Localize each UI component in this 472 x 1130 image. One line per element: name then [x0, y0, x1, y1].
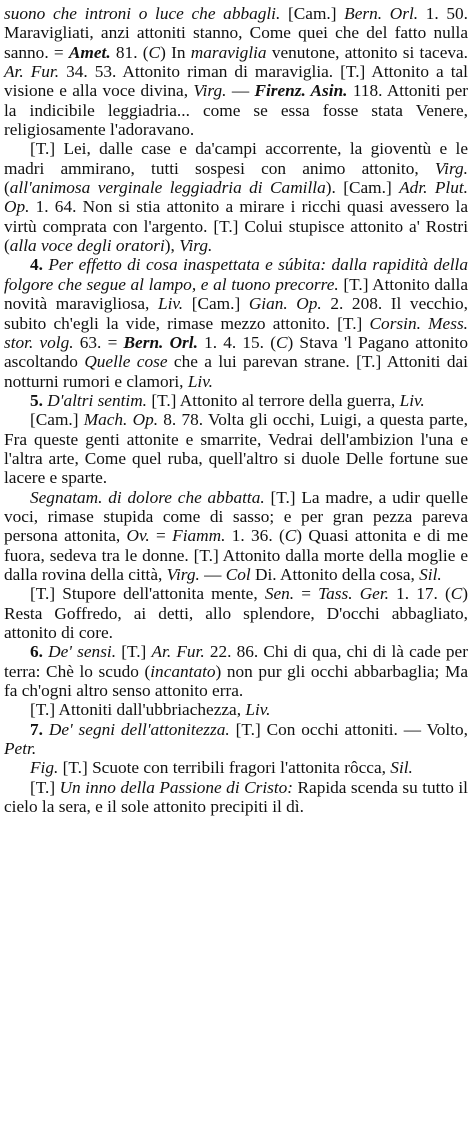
text-run: Virg. [179, 236, 213, 256]
text-run: [T.] Attoniti dall'ubbriachezza, [30, 700, 246, 720]
text-run: Sil. [390, 758, 413, 778]
text-run: Ov. [126, 526, 150, 546]
text-run: [Cam.] [30, 410, 84, 430]
text-run: C [450, 584, 463, 604]
text-run: 7. [30, 719, 43, 739]
text-run: [Cam.] [183, 294, 249, 314]
text-run: [Cam.] [280, 4, 345, 23]
text-run: [T.] [30, 777, 60, 797]
text-run: 1. 64. Non si stia attonito a mirare i ricchi quasi avessero la virtù comprata con l'argento. [T.] Colui stupisce attonito a' Rostri ( [4, 197, 468, 256]
text-run: Quelle cose [84, 352, 168, 372]
text-run: [T.] Lei, dalle case e da'campi accorrente, la gioventù e le madri ammirano, tutti sospesi con animo attonito, [4, 139, 468, 178]
entry-paragraph-sense-7 [4, 720, 468, 759]
text-run: 63. = [73, 332, 124, 352]
text-run: [T.] Stupore dell'attonita mente, [30, 584, 265, 604]
text-run: Sil. [419, 564, 442, 584]
text-run: Amet. [68, 42, 111, 62]
text-run: 81. ( [110, 42, 149, 62]
text-run: 34. 53. Attonito riman di maraviglia. [T.] Attonito a tal visione e alla voce divina, [4, 62, 468, 101]
text-run: ) In [160, 42, 191, 62]
text-run: che a lui parevan strane. [T.] Attoniti dai notturni rumori e clamori, [4, 352, 468, 391]
text-run: 22. 86. Chi di qua, chi di là cade per terra: Chè lo scudo ( [4, 642, 468, 681]
text-run: Liv. [245, 700, 271, 720]
text-run: C [275, 332, 288, 352]
text-run: Liv. [399, 390, 425, 410]
text-run: 4. [30, 255, 43, 275]
entry-paragraph-sense-6 [4, 642, 468, 700]
text-run: Tass. Ger. [318, 584, 389, 604]
text-run: incantato [150, 661, 216, 681]
entry-paragraph-ubbriachezza [4, 700, 468, 719]
text-run: Bern. Orl. [344, 4, 419, 23]
text-run: Fiamm. [172, 526, 226, 546]
text-run: [T.] Con occhi attoniti. — Volto, [229, 719, 468, 739]
text-run: Adr. Plut. Op. [4, 178, 468, 217]
text-run: Petr. [4, 739, 37, 759]
text-run: = [294, 584, 319, 604]
text-run: [T.] Scuote con terribili fragori l'attonita rôcca, [58, 758, 391, 778]
text-run: Liv. [187, 371, 213, 391]
text-run: C [284, 526, 297, 546]
text-run: [T.] [116, 642, 152, 662]
text-run: 5. [30, 390, 43, 410]
text-run: 8. 78. Volta gli occhi, Luigi, a questa parte, Fra queste genti attonite e smarrite, Vedrai dell'ambizion l'una e l'altra arte, Come quel ruba, quell'altro si duole Delle fortune sue lacere e sparte. [4, 410, 468, 488]
text-run: Fig. [30, 758, 59, 778]
text-run: — [226, 81, 255, 101]
text-run: Rapida scenda su tutto il cielo la sera, e il sole attonito precipiti il dì. [4, 777, 468, 817]
text-run: ( [4, 178, 10, 198]
text-run: [T.] Attonito dalla novità maravigliosa, [4, 274, 468, 314]
text-run: Corsin. Mess. stor. volg. [4, 313, 468, 352]
entry-paragraph-sense-4 [4, 255, 468, 390]
text-run: 1. 17. ( [388, 584, 451, 604]
entry-paragraph-virgil-camilla [4, 139, 468, 255]
text-run: = [149, 526, 173, 546]
text-run: Segnatam. di dolore che abbatta. [30, 487, 265, 507]
text-run: [T.] Attonito al terrore della guerra, [147, 390, 400, 410]
text-run: suono che introni o luce che abbagli. [4, 4, 281, 23]
text-run: ), [164, 236, 180, 256]
text-run: ) Quasi attonita e di me fuora, sedeva tra le donne. [T.] Attonito dalla morte della moglie e dalla rovina della città, [4, 526, 469, 584]
text-run: 2. 208. Il vecchio, subito ch'egli la vide, rimase mezzo attonito. [T.] [4, 294, 468, 333]
text-run: all'animosa verginale leggiadria di Camilla [9, 178, 326, 198]
text-run: Gian. Op. [248, 294, 322, 314]
text-run: D'altri sentim. [47, 390, 148, 410]
text-run: ) Stava 'l Pagano attonito ascoltando [4, 332, 468, 372]
entry-paragraph-attonito-examples [4, 4, 468, 139]
text-run: Firenz. Asin. [254, 81, 348, 101]
text-run: ). [Cam.] [325, 178, 400, 198]
text-run: ) non pur gli occhi abbarbaglia; Ma fa ch'ogni altro senso attonito erra. [4, 661, 468, 701]
text-run: ) Resta Goffredo, ai detti, allo splendore, D'occhi abbagliato, attonito di core. [4, 584, 469, 642]
text-run: maraviglia [190, 42, 267, 62]
entry-paragraph-dolore [4, 488, 468, 585]
text-run: Virg. [434, 158, 468, 178]
text-run: De' sensi. [48, 642, 117, 662]
entry-paragraph-inno-passione [4, 778, 468, 817]
text-run: Un inno della Passione di Cristo: [59, 777, 294, 797]
text-run: 118. Attoniti per la indicibile leggiadria... come se essa fosse stata Venere, religiosamente l'adoravano. [4, 81, 468, 140]
text-run: Col [225, 564, 251, 584]
text-run: 6. [30, 642, 43, 662]
text-run: Ar. Fur. [151, 642, 205, 662]
text-run: [T.] La madre, a udir quelle voci, rimase stupida come di sasso; e per gran pezza pareva persona attonita, [4, 487, 468, 546]
text-run: De' segni dell'attonitezza. [48, 719, 230, 739]
text-run: venutone, attonito si taceva. [266, 42, 469, 62]
text-run: Di. Attonito della cosa, [250, 564, 420, 584]
entry-paragraph-mach-quote [4, 410, 468, 487]
entry-paragraph-figurative [4, 758, 468, 777]
text-run: Virg. [166, 564, 200, 584]
text-run: Per effetto di cosa inaspettata e súbita: dalla rapidità della folgore che segue al lampo, e al tuono precorre. [4, 255, 468, 294]
text-run: 1. 4. 15. ( [197, 332, 276, 352]
text-run: — [199, 564, 226, 584]
entry-paragraph-sense-5 [4, 391, 468, 410]
entry-paragraph-stupore [4, 584, 468, 642]
text-run: Mach. Op. [83, 410, 159, 430]
text-run: Virg. [193, 81, 227, 101]
text-run: Sen. [264, 584, 295, 604]
text-run: Bern. Orl. [123, 332, 198, 352]
text-run: 1. 36. ( [225, 526, 285, 546]
text-run: 1. 50. Maravigliati, anzi attoniti stanno, Come quei che del fatto nulla sanno. = [4, 4, 469, 62]
text-run: alla voce degli oratori [9, 236, 165, 256]
text-run: Liv. [158, 294, 184, 314]
text-run: C [148, 42, 161, 62]
text-run: Ar. Fur. [4, 62, 60, 82]
